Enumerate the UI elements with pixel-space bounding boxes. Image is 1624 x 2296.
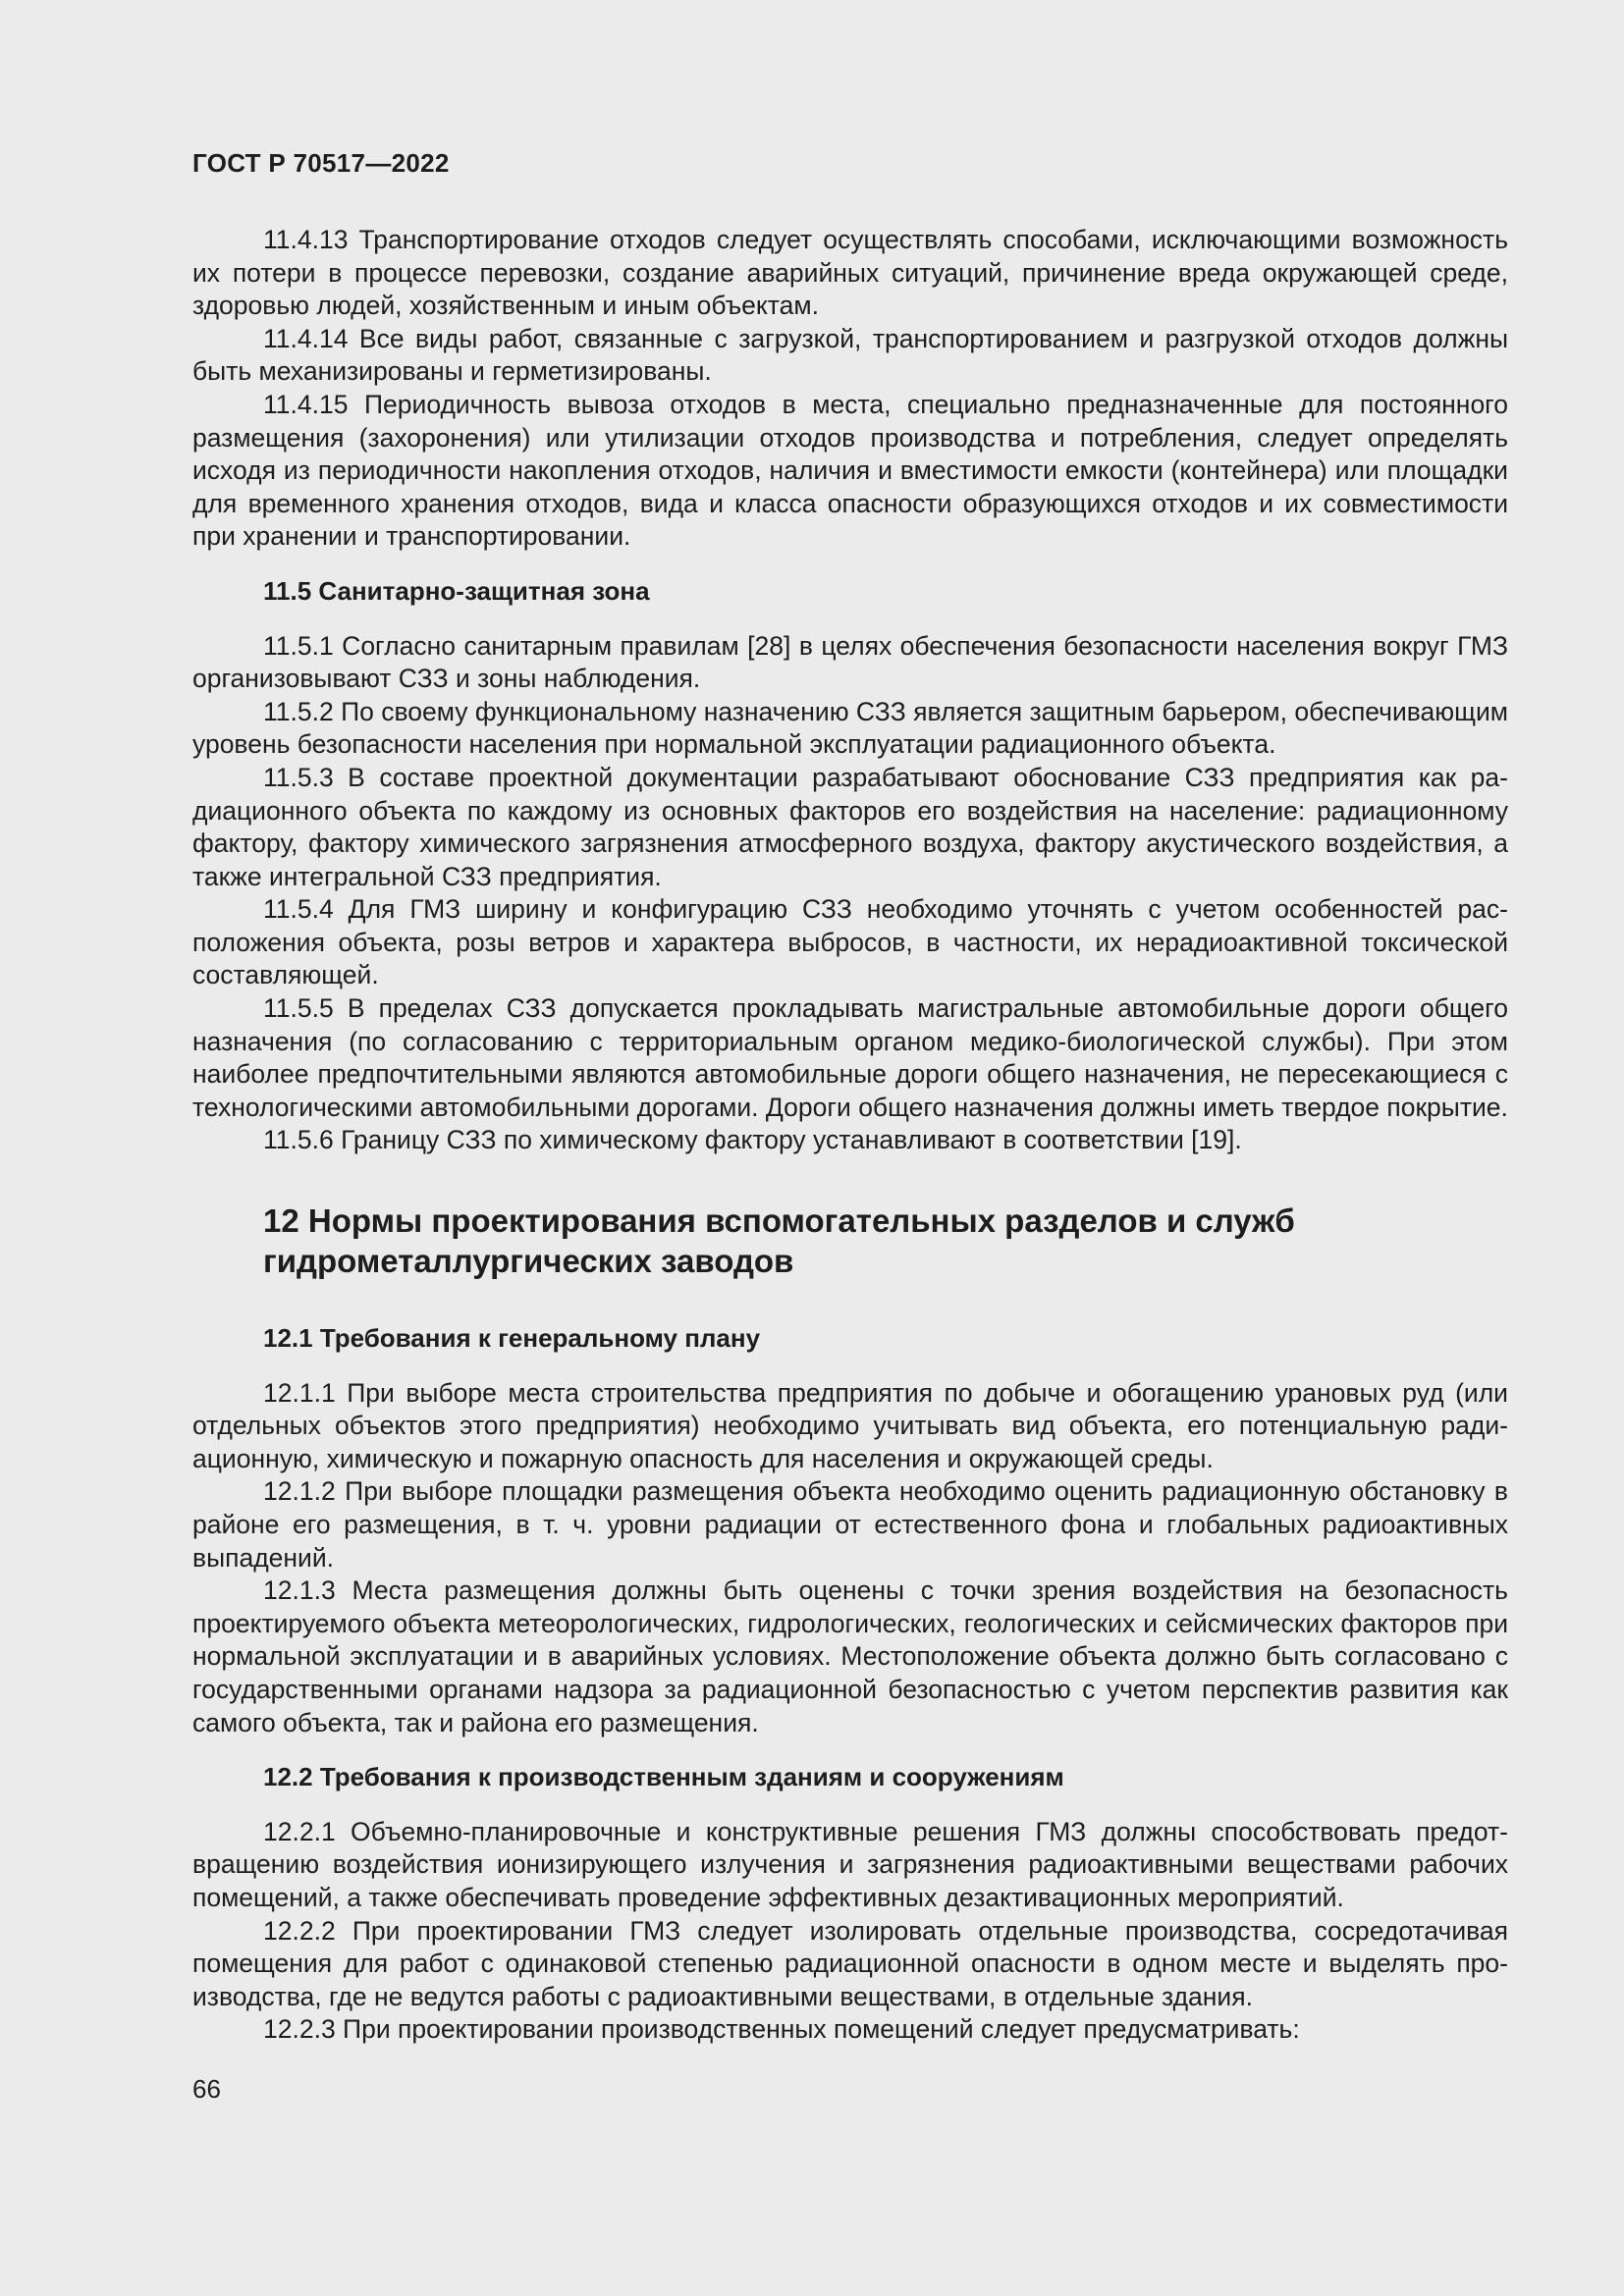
paragraph-12-2-2: 12.2.2 При проектировании ГМЗ следует изолировать отдельные производства, сосредотачивая помещения для работ с одинаковой степенью радиационной опасности в одном месте и выделять производства, где не ведутся работы с радиоактивными веществами, в отдельные здания. [192,1915,1508,2011]
paragraph-11-4-14: 11.4.14 Все виды работ, связанные с загрузкой, транспортированием и разгрузкой отходов должны быть механизированы и герметизированы. [192,323,1508,387]
chapter-heading-12: 12 Нормы проектирования вспомогательных разделов и служб гидрометаллургических заводов [263,1202,1295,1280]
paragraph-12-2-1: 12.2.1 Объемно-планировочные и конструктивные решения ГМЗ должны способствовать предотвращению воздействия ионизирующего излучения и загрязнения радиоактивными веществами рабочих помещений, а также обеспечивать проведение эффективных дезактивационных мероприятий. [192,1816,1508,1912]
paragraph-12-1-3: 12.1.3 Места размещения должны быть оценены с точки зрения воздействия на безопасность проектируемого объекта метеорологических, гидрологических, геологических и сейсмических факторов при нормальной эксплуатации и в аварийных условиях. Местоположение объекта должно быть согласовано с государственными органами надзора за радиационной безопасностью с учетом перспектив развития как самого объекта, так и района его размещения. [192,1575,1508,1737]
paragraph-11-5-1: 11.5.1 Согласно санитарным правилам [28] в целях обеспечения безопасности населения вокруг ГМЗ организовывают СЗЗ и зоны наблюдения. [192,630,1508,694]
paragraph-11-4-13: 11.4.13 Транспортирование отходов следует осуществлять способами, исключающими возможность их потери в процессе перевозки, создание аварийных ситуаций, причинение вреда окружающей среде, здоровью людей, хозяйственным и иным объектам. [192,225,1508,321]
page-number: 66 [192,2074,221,2104]
paragraph-11-5-4: 11.5.4 Для ГМЗ ширину и конфигурацию СЗЗ необходимо уточнять с учетом особенностей расположения объекта, розы ветров и характера выбросов, в частности, их нерадиоактивной токсической составляющей. [192,894,1508,990]
paragraph-11-5-6: 11.5.6 Границу СЗЗ по химическому фактору устанавливают в соответствии [19]. [263,1125,1242,1155]
page-content [192,224,1508,2047]
paragraph-11-5-5: 11.5.5 В пределах СЗЗ допускается прокладывать магистральные автомобильные дороги общего назначения (по согласованию с территориальным органом медико-биологической службы). При этом наиболее предпочтительными являются автомобильные дороги общего назначения, не пересекающиеся с технологическими автомобильными дорогами. Дороги общего назначения должны иметь твердое покрытие. [192,993,1508,1122]
document-header: ГОСТ Р 70517—2022 [192,148,450,178]
section-heading-11-5: 11.5 Санитарно-защитная зона [263,575,650,606]
section-heading-12-1: 12.1 Требования к генеральному плану [263,1323,761,1354]
paragraph-12-1-1: 12.1.1 При выборе места строительства предприятия по добыче и обогащению урановых руд (или отдельных объектов этого предприятия) необходимо учитывать вид объекта, его потенциальную радиационную, химическую и пожарную опасность для населения и окружающей среды. [192,1377,1508,1473]
paragraph-11-5-3: 11.5.3 В составе проектной документации разрабатывают обоснование СЗЗ предприятия как радиационного объекта по каждому из основных факторов его воздействия на население: радиационному фактору, фактору химического загрязнения атмосферного воздуха, фактору акустического воздействия, а также интегральной СЗЗ предприятия. [192,762,1508,891]
paragraph-12-1-2: 12.1.2 При выборе площадки размещения объекта необходимо оценить радиационную обстановку в районе его размещения, в т. ч. уровни радиации от естественного фона и глобальных радиоактивных выпадений. [192,1476,1508,1573]
paragraph-11-4-15: 11.4.15 Периодичность вывоза отходов в места, специально предназначенные для постоянного размещения (захоронения) или утилизации отходов производства и потребления, следует определять исходя из периодичности накопления отходов, наличия и вместимости емкости (контейнера) или площадки для временного хранения отходов, вида и класса опасности образующихся отходов и их совместимости при хранении и транспортировании. [192,389,1508,552]
paragraph-12-2-3: 12.2.3 При проектировании производственных помещений следует предусматривать: [263,2014,1300,2045]
paragraph-11-5-2: 11.5.2 По своему функциональному назначению СЗЗ является защитным барьером, обеспечивающим уровень безопасности населения при нормальной эксплуатации радиационного объекта. [192,696,1508,760]
section-heading-12-2: 12.2 Требования к производственным зданиям и сооружениям [263,1762,1064,1792]
